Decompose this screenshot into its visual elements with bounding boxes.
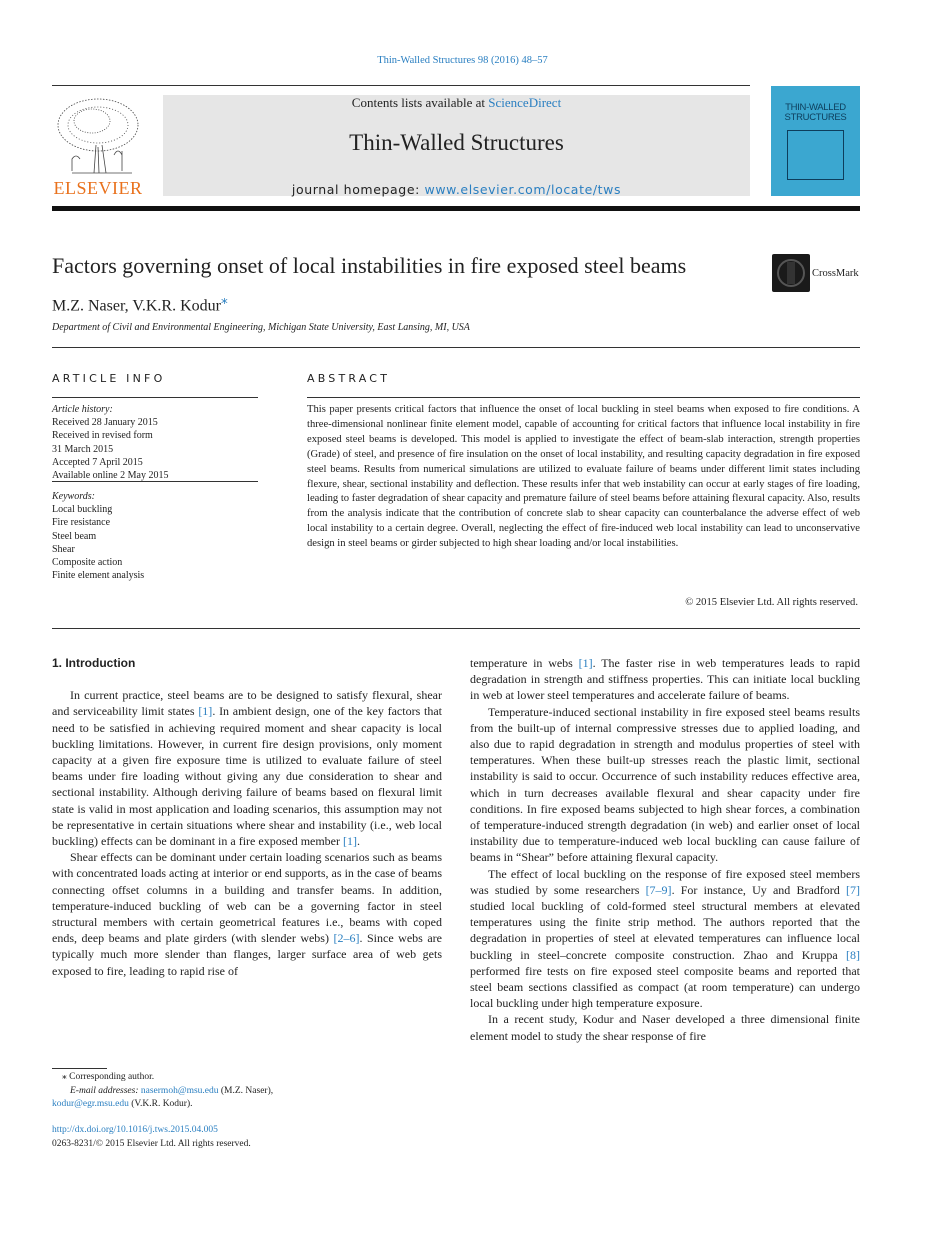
email-owner: (M.Z. Naser), — [218, 1085, 274, 1096]
homepage-prefix: journal homepage: — [291, 182, 425, 197]
body-column-left — [52, 655, 442, 979]
divider-rule — [52, 628, 860, 629]
text-run: . For instance, Uy and Bradford — [671, 882, 846, 897]
email-link[interactable]: kodur@egr.msu.edu — [52, 1099, 129, 1109]
keyword-item: Shear — [52, 543, 75, 555]
doi-link[interactable]: http://dx.doi.org/10.1016/j.tws.2015.04.005 — [52, 1125, 218, 1135]
author-list — [52, 292, 228, 315]
footnotes — [52, 1071, 442, 1112]
article-info-heading: ARTICLE INFO — [52, 372, 166, 385]
abstract-text: This paper presents critical factors that influence the onset of local buckling in steel beams when exposed to fire conditions. A three-dimensional nonlinear finite element model, capable of accounting for critical factors that influence local instability in fire exposed steel beams is developed. This model is applied to investigate the effect of beam-slab interaction, strength properties (Grade) of steel, and presence of fire insulation on the onset of local instability, and resulting capacity degradation in fire exposed steel beams. Results from numerical simulations are utilized to evaluate failure of beams under different limit states including flexure, shear, sectional instability and deflection. These results infer that web instability can occur at early stages of fire loading, leading to faster degradation of shear capacity and premature failure of steel beams before attaining flexural capacity. Also, results from the analysis indicate that the contribution of concrete slab to shear capacity can counterbalance the adverse effect of web local instability to a certain degree. Overall, neglecting the effect of fire-induced web local instability can lead to unconservative design in steel beams or girder subjected to high shear loading and/or local instabilities. — [307, 404, 860, 550]
crossmark-label[interactable]: CrossMark — [812, 268, 859, 279]
elsevier-wordmark: ELSEVIER — [53, 178, 143, 198]
issn-line: 0263-8231/© 2015 Elsevier Ltd. All rights reserved. — [52, 1138, 251, 1149]
text-run: performed fire tests on fire exposed steel composite beams and reported that steel beam sections classified as compact (at room temperature) can undergo local buckling under high temperature exposure. — [470, 963, 860, 1011]
citation-link[interactable]: [1] — [343, 834, 358, 849]
crossmark-icon[interactable] — [772, 254, 810, 292]
text-run: . The faster rise in web temperatures leads to rapid degradation in strength and stiffness properties. This can initiate local buckling in web at lower steel temperatures and accelerate failure of beams. — [470, 656, 861, 703]
body-paragraph: Temperature-induced sectional instability in fire exposed steel beams results from the built-up of internal compressive stresses due to applied loading, and also due to rapid degradation in strength and modulus properties of steel with temperatures. When these built-up stresses reach the plastic limit, sectional instability is said to occur. Occurrence of such instability reduces effective area, which in turn decreases available flexural and shear capacity under fire conditions. In fire exposed beams subjected to high shear forces, a combination of temperature-induced strength degradation (in web) and earlier onset of local instability due to temperature-induced web local buckling can cause failure of beams in “Shear” before attaining flexural capacity. — [470, 704, 860, 865]
article-info-rule — [52, 397, 258, 398]
contents-line — [163, 95, 750, 111]
body-paragraph: In a recent study, Kodur and Naser developed a three dimensional finite element model to study the shear response of fire — [470, 1012, 860, 1043]
cover-title-line-1: THIN-WALLED — [785, 102, 846, 113]
keywords-label: Keywords: — [52, 491, 95, 502]
body-column-right — [470, 655, 860, 1044]
cover-title-line-2: STRUCTURES — [784, 112, 847, 123]
citation-link[interactable]: [8] — [846, 947, 860, 962]
history-item: 31 March 2015 — [52, 443, 114, 455]
contents-prefix: Contents lists available at — [351, 95, 489, 110]
history-item: Received in revised form — [52, 430, 153, 442]
citation-link[interactable]: [2–6] — [333, 931, 360, 946]
text-run: In current practice, steel beams are to be designed to satisfy flexural, shear and serviceability limit states — [52, 688, 442, 719]
body-paragraph — [52, 687, 442, 849]
email-line — [52, 1085, 442, 1099]
authors-names: M.Z. Naser, V.K.R. Kodur — [52, 297, 221, 315]
body-paragraph — [52, 849, 442, 979]
history-item: Available online 2 May 2015 — [52, 470, 169, 482]
keyword-item: Fire resistance — [52, 517, 111, 529]
abstract-copyright: © 2015 Elsevier Ltd. All rights reserved. — [685, 597, 858, 608]
footnote-rule — [52, 1068, 107, 1069]
journal-name: Thin-Walled Structures — [349, 130, 564, 155]
section-heading: 1. Introduction — [52, 656, 136, 670]
text-run: The effect of local buckling on the response of fire exposed steel members was studied by some researchers — [470, 866, 860, 897]
history-item: Accepted 7 April 2015 — [52, 456, 143, 468]
keyword-item: Composite action — [52, 557, 123, 569]
keyword-item: Steel beam — [52, 530, 97, 542]
history-item: Received 28 January 2015 — [52, 417, 158, 429]
text-run: Shear effects can be dominant under certain loading scenarios such as beams with concentrated loads acting at interior or end supports, as in the case of beams connecting offset columns in a building and transfer beams. In addition, temperature-induced buckling of web can be a governing factor in steel structural members with certain geometrical features i.e., beams with coped ends, deep beams and plate girders (with slender webs) — [52, 850, 442, 946]
email-link[interactable]: nasermoh@msu.edu — [140, 1085, 219, 1096]
doi-block — [52, 1124, 251, 1151]
affiliation: Department of Civil and Environmental Engineering, Michigan State University, East Lansing, MI, USA — [52, 322, 470, 333]
text-run: . Since webs are typically much more slender than flanges, larger surface area of web gets exposed to fire, leading to rapid rise of — [52, 931, 442, 978]
journal-reference-link[interactable]: Thin-Walled Structures 98 (2016) 48–57 — [377, 55, 548, 66]
article-title: Factors governing onset of local instabilities in fire exposed steel beams — [52, 253, 687, 278]
cover-inner-frame — [787, 130, 844, 180]
text-run: studied local buckling of cold-formed steel structural members at elevated temperatures using the finite strip method. The authors reported that the degradation in properties of steel at elevated temperatures can influence local buckling in steel–concrete composite construction. Zhao and Kruppa — [470, 899, 860, 962]
cover-title — [771, 103, 860, 123]
citation-link[interactable]: [7] — [846, 882, 860, 897]
body-paragraph — [470, 866, 860, 1012]
citation-link[interactable]: [1] — [578, 656, 593, 670]
header-top-rule — [52, 85, 750, 86]
abstract-rule — [307, 397, 860, 398]
keyword-item: Local buckling — [52, 504, 113, 516]
citation-link[interactable]: [1] — [198, 704, 213, 719]
keyword-item: Finite element analysis — [52, 570, 145, 582]
text-run: temperature in webs — [470, 656, 579, 670]
text-run: . In ambient design, one of the key factors that need to be satisfied in achieving required moment and shear capacity is local buckling limitations. However, in current fire design provisions, only moment capacity at a given fire exposure time is utilized to evaluate failure of steel beams under fire loading without giving any due consideration to shear and sectional instability. Although deriving failure of beams based on flexural limit state is valid in most application and loading scenarios, this assumption may not be representative in certain situations where shear and instability (i.e., web local buckling) effects can be dominant in a fire exposed member — [52, 704, 443, 849]
email-label: E-mail addresses: — [70, 1085, 141, 1096]
sciencedirect-link[interactable]: ScienceDirect — [488, 95, 562, 110]
article-info-rule-2 — [52, 481, 258, 482]
abstract-heading: ABSTRACT — [307, 372, 391, 385]
text-run: . — [357, 834, 361, 849]
corresponding-note: ⁎ Corresponding author. — [62, 1072, 155, 1082]
divider-rule — [52, 347, 860, 348]
journal-homepage-line — [163, 182, 750, 197]
body-paragraph — [470, 655, 860, 704]
citation-link[interactable]: [7–9] — [645, 882, 672, 897]
homepage-link[interactable]: www.elsevier.com/locate/tws — [424, 182, 622, 197]
header-thick-rule — [52, 206, 860, 211]
keywords — [52, 490, 258, 582]
history-label: Article history: — [52, 404, 113, 415]
email-line — [52, 1098, 442, 1112]
email-owner: (V.K.R. Kodur). — [128, 1099, 193, 1109]
corresponding-author-mark[interactable]: ⁎ — [220, 292, 228, 307]
article-history — [52, 403, 258, 482]
